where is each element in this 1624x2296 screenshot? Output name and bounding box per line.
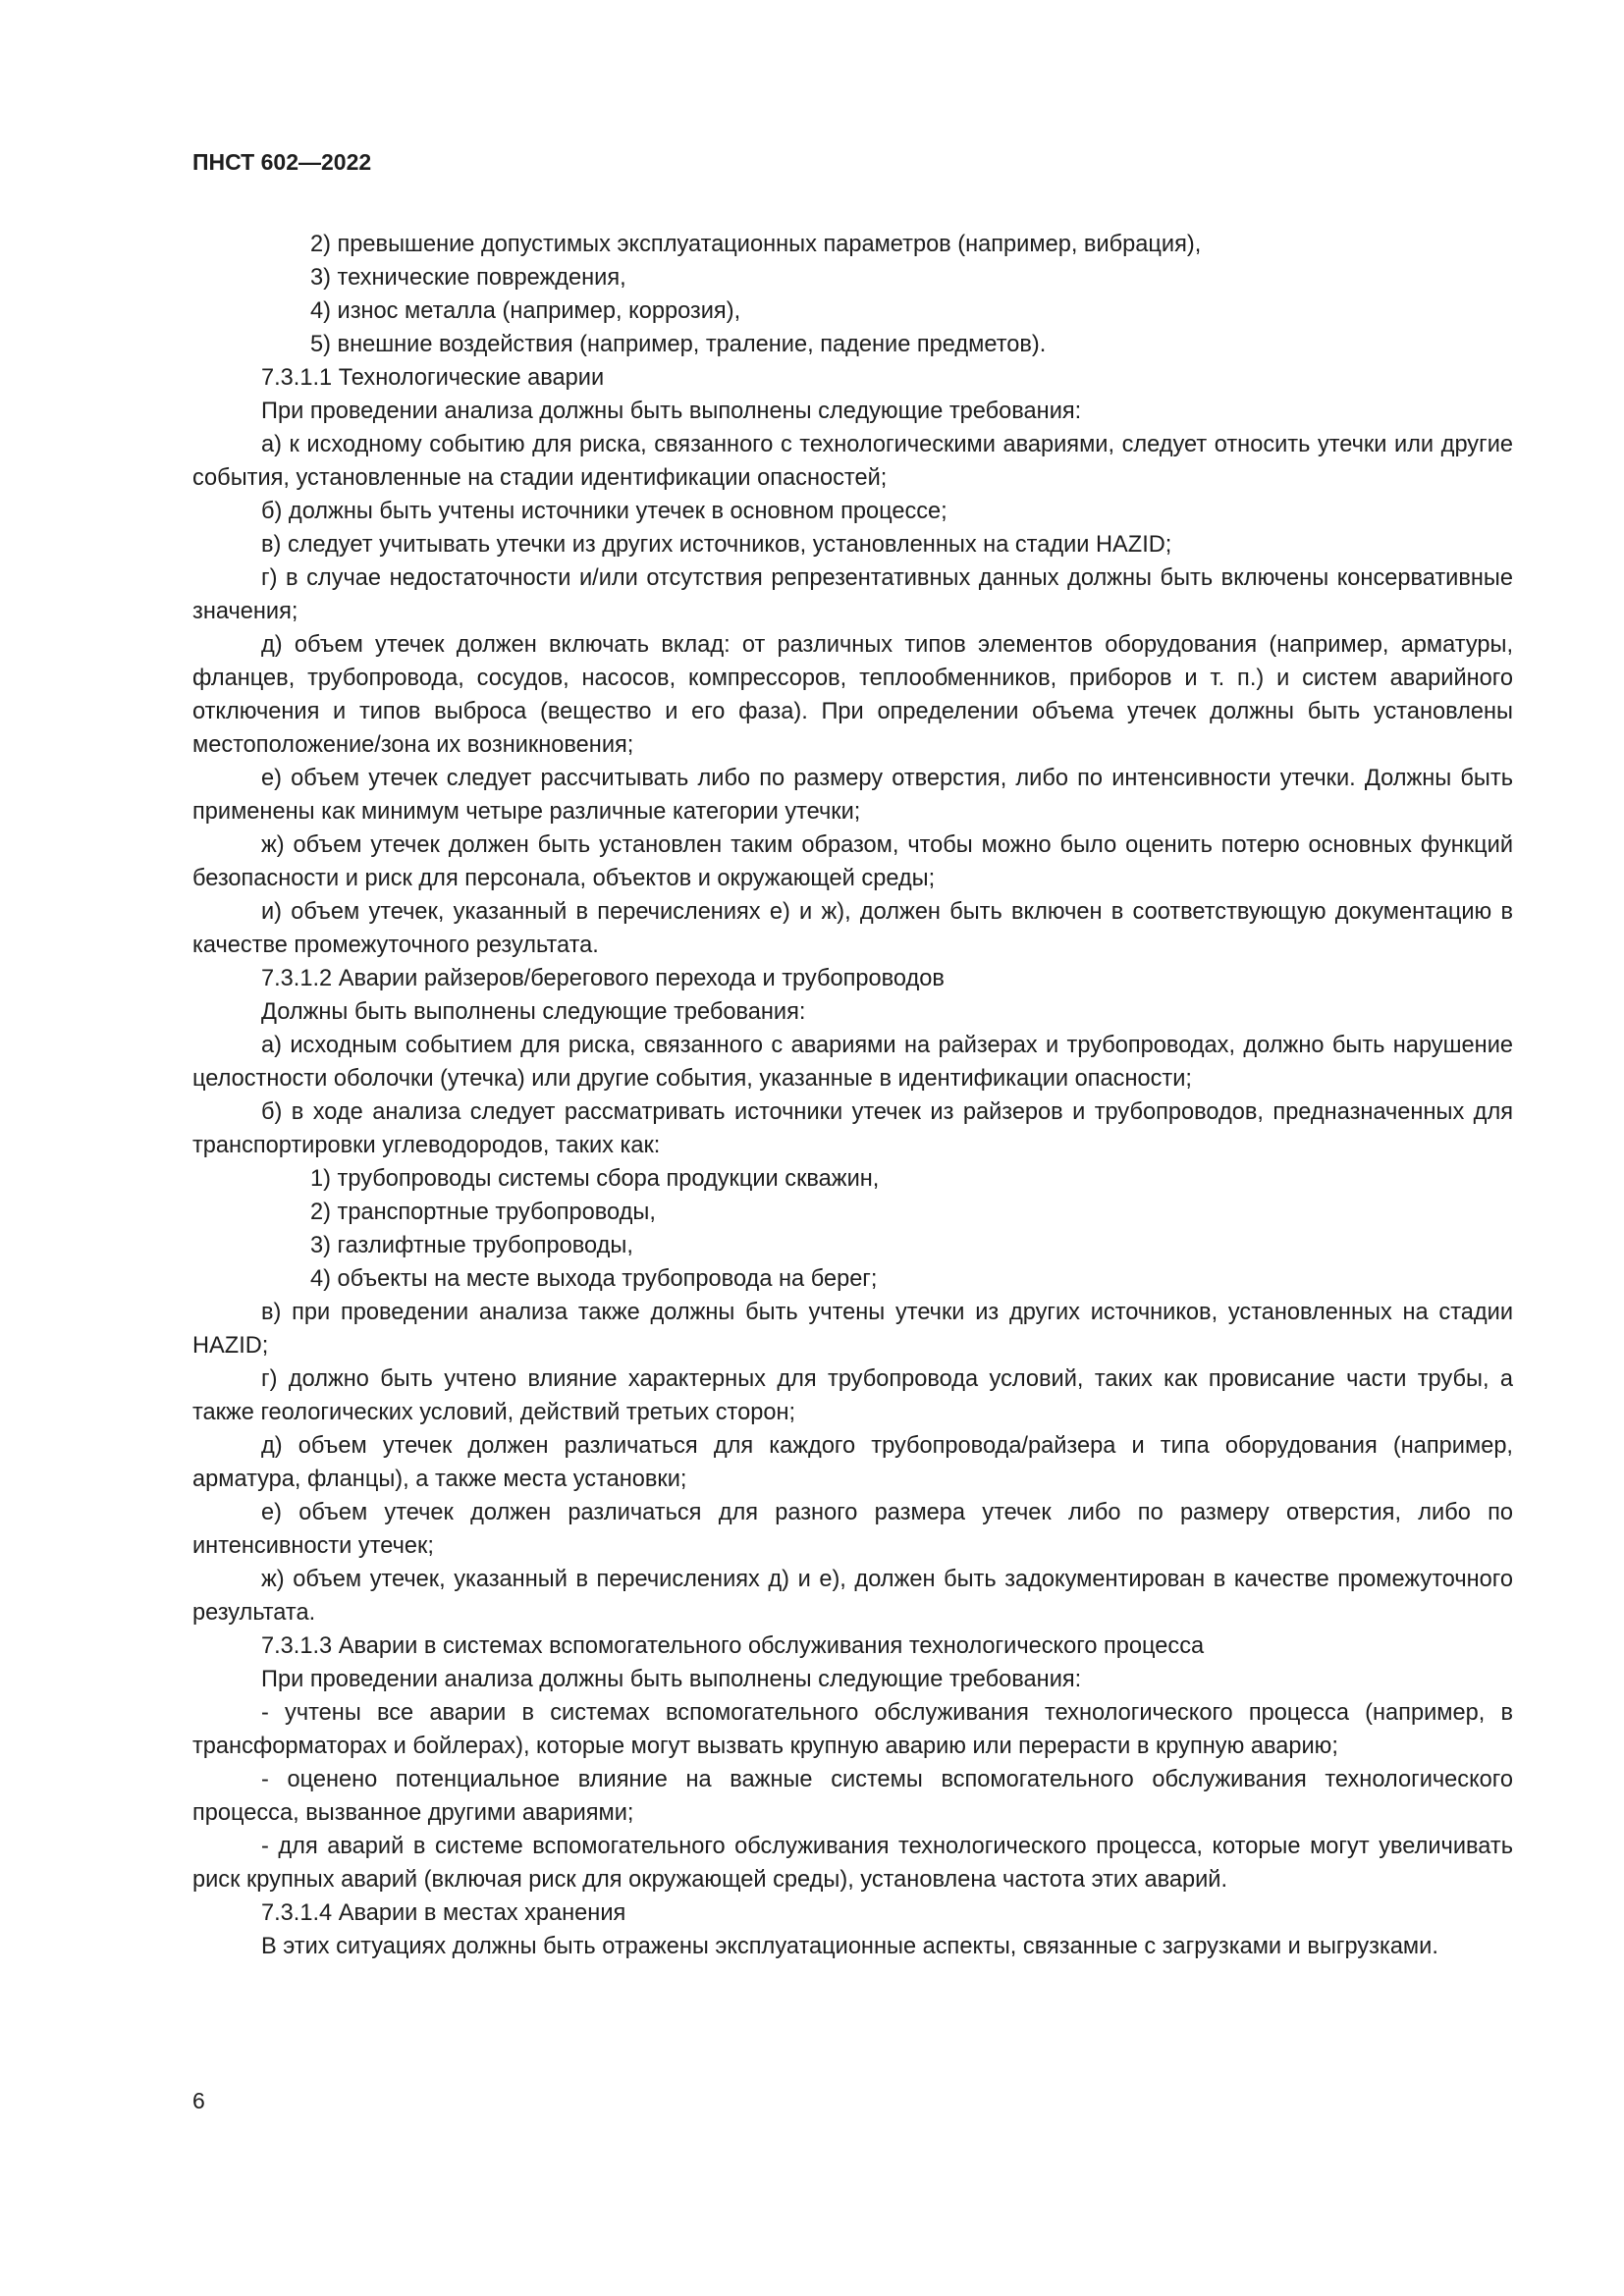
requirement-item: е) объем утечек следует рассчитывать либо по размеру отверстия, либо по интенсивности утечки. Должны быть применены как минимум четыре различные категории утечки; xyxy=(192,766,1513,825)
requirement-item: в) при проведении анализа также должны быть учтены утечки из других источников, установленных на стадии HAZID; xyxy=(192,1300,1513,1359)
requirement-item: е) объем утечек должен различаться для разного размера утечек либо по размеру отверстия, либо по интенсивности утечек; xyxy=(192,1500,1513,1559)
paragraph: В этих ситуациях должны быть отражены эксплуатационные аспекты, связанные с загрузками и выгрузками. xyxy=(261,1934,1438,1959)
section-heading: 7.3.1.4 Аварии в местах хранения xyxy=(261,1900,626,1926)
section-heading: 7.3.1.1 Технологические аварии xyxy=(261,365,605,391)
list-item: 2) превышение допустимых эксплуатационных параметров (например, вибрация), xyxy=(310,232,1202,257)
requirement-item: - оценено потенциальное влияние на важные системы вспомогательного обслуживания технологического процесса, вызванное другими авариями; xyxy=(192,1767,1513,1826)
list-item: 3) газлифтные трубопроводы, xyxy=(310,1233,633,1258)
requirement-item: ж) объем утечек, указанный в перечислениях д) и е), должен быть задокументирован в качестве промежуточного результата. xyxy=(192,1567,1513,1626)
page-number: 6 xyxy=(192,2088,205,2113)
requirement-item: а) к исходному событию для риска, связанного с технологическими авариями, следует относить утечки или другие события, установленные на стадии идентификации опасностей; xyxy=(192,432,1513,491)
document-body xyxy=(192,228,1513,1963)
requirement-item: в) следует учитывать утечки из других источников, установленных на стадии HAZID; xyxy=(261,532,1172,558)
list-item: 5) внешние воздействия (например, траление, падение предметов). xyxy=(310,332,1047,357)
requirement-item: б) в ходе анализа следует рассматривать источники утечек из райзеров и трубопроводов, предназначенных для транспортировки углеводородов, таких как: xyxy=(192,1099,1513,1158)
requirement-item: - для аварий в системе вспомогательного обслуживания технологического процесса, которые могут увеличивать риск крупных аварий (включая риск для окружающей среды), установлена частота этих аварий. xyxy=(192,1834,1513,1893)
requirement-item: а) исходным событием для риска, связанного с авариями на райзерах и трубопроводах, должно быть нарушение целостности оболочки (утечка) или другие события, указанные в идентификации опасности; xyxy=(192,1033,1513,1092)
requirement-item: д) объем утечек должен включать вклад: от различных типов элементов оборудования (например, арматуры, фланцев, трубопровода, сосудов, насосов, компрессоров, теплообменников, приборов и т. п.) и систем аварийного отключения и типов выброса (вещество и его фаза). При определении объема утечек должны быть установлены местоположение/зона их возникновения; xyxy=(192,632,1513,758)
list-item: 3) технические повреждения, xyxy=(310,265,626,291)
paragraph: Должны быть выполнены следующие требования: xyxy=(261,999,806,1025)
list-item: 4) износ металла (например, коррозия), xyxy=(310,298,741,324)
requirement-item: г) должно быть учтено влияние характерных для трубопровода условий, таких как провисание части трубы, а также геологических условий, действий третьих сторон; xyxy=(192,1366,1513,1425)
list-item: 4) объекты на месте выхода трубопровода на берег; xyxy=(310,1266,878,1292)
requirement-item: - учтены все аварии в системах вспомогательного обслуживания технологического процесса (например, в трансформаторах и бойлерах), которые могут вызвать крупную аварию или перерасти в крупную аварию; xyxy=(192,1700,1513,1759)
paragraph: При проведении анализа должны быть выполнены следующие требования: xyxy=(261,399,1082,424)
paragraph: При проведении анализа должны быть выполнены следующие требования: xyxy=(261,1667,1082,1692)
section-heading: 7.3.1.2 Аварии райзеров/берегового перехода и трубопроводов xyxy=(261,966,945,991)
list-item: 1) трубопроводы системы сбора продукции скважин, xyxy=(310,1166,880,1192)
requirement-item: г) в случае недостаточности и/или отсутствия репрезентативных данных должны быть включены консервативные значения; xyxy=(192,565,1513,624)
requirement-item: и) объем утечек, указанный в перечислениях е) и ж), должен быть включен в соответствующую документацию в качестве промежуточного результата. xyxy=(192,899,1513,958)
requirement-item: ж) объем утечек должен быть установлен таким образом, чтобы можно было оценить потерю основных функций безопасности и риск для персонала, объектов и окружающей среды; xyxy=(192,832,1513,891)
document-header: ПНСТ 602—2022 xyxy=(192,149,372,175)
section-heading: 7.3.1.3 Аварии в системах вспомогательного обслуживания технологического процесса xyxy=(261,1633,1205,1659)
requirement-item: б) должны быть учтены источники утечек в основном процессе; xyxy=(261,499,947,524)
requirement-item: д) объем утечек должен различаться для каждого трубопровода/райзера и типа оборудования (например, арматура, фланцы), а также места установки; xyxy=(192,1433,1513,1492)
list-item: 2) транспортные трубопроводы, xyxy=(310,1200,656,1225)
